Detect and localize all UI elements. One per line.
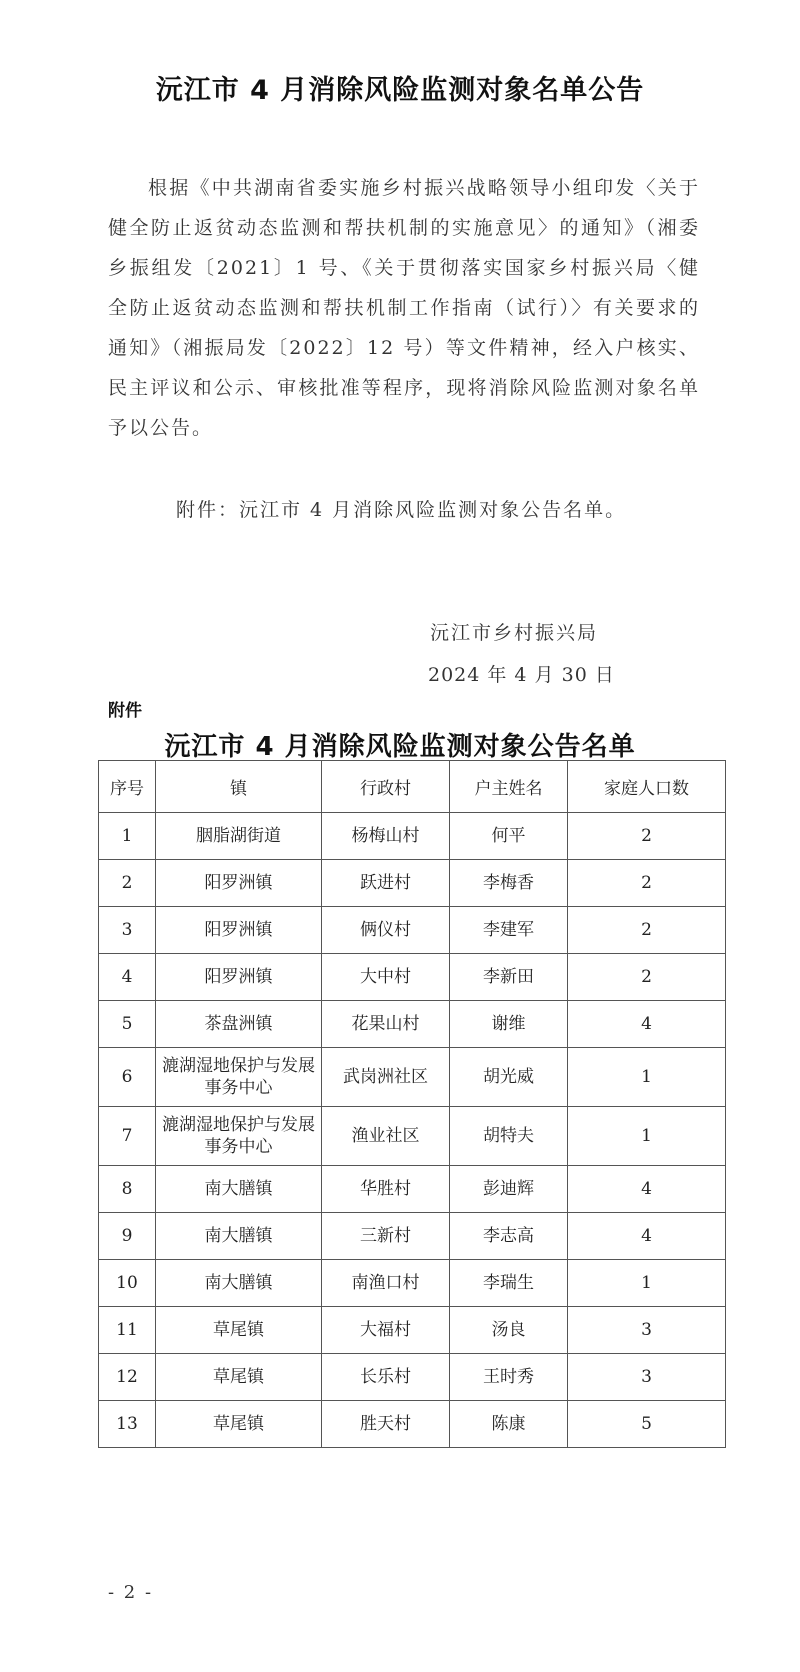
- cell-town: 草尾镇: [156, 1401, 322, 1448]
- cell-town: 南大膳镇: [156, 1166, 322, 1213]
- cell-village: 长乐村: [322, 1354, 450, 1401]
- cell-family-size: 1: [568, 1107, 726, 1166]
- table-row: [99, 1260, 726, 1307]
- monitoring-list-table: [98, 760, 726, 1448]
- page-title: 沅江市 4 月消除风险监测对象名单公告: [155, 75, 645, 106]
- cell-householder: 李瑞生: [450, 1260, 568, 1307]
- cell-family-size: 2: [568, 954, 726, 1001]
- cell-town: 草尾镇: [156, 1307, 322, 1354]
- cell-town: 南大膳镇: [156, 1213, 322, 1260]
- cell-village: 渔业社区: [322, 1107, 450, 1166]
- cell-town: 茶盘洲镇: [156, 1001, 322, 1048]
- cell-index: 1: [99, 813, 156, 860]
- cell-householder: 胡光威: [450, 1048, 568, 1107]
- table-row: [99, 907, 726, 954]
- issuer-name: 沅江市乡村振兴局: [430, 622, 599, 644]
- cell-family-size: 1: [568, 1048, 726, 1107]
- cell-village: 杨梅山村: [322, 813, 450, 860]
- cell-family-size: 4: [568, 1001, 726, 1048]
- table-row: [99, 1001, 726, 1048]
- cell-village: 俩仪村: [322, 907, 450, 954]
- issue-date: 2024 年 4 月 30 日: [428, 664, 615, 686]
- header-village: 行政村: [322, 761, 450, 813]
- table-row: [99, 1354, 726, 1401]
- cell-village: 武岗洲社区: [322, 1048, 450, 1107]
- header-index: 序号: [99, 761, 156, 813]
- table-row: [99, 1401, 726, 1448]
- cell-village: 跃进村: [322, 860, 450, 907]
- table-row: [99, 1048, 726, 1107]
- cell-index: 8: [99, 1166, 156, 1213]
- cell-family-size: 4: [568, 1166, 726, 1213]
- header-town: 镇: [156, 761, 322, 813]
- cell-town: 漉湖湿地保护与发展事务中心: [156, 1048, 322, 1107]
- cell-family-size: 4: [568, 1213, 726, 1260]
- cell-village: 花果山村: [322, 1001, 450, 1048]
- cell-index: 13: [99, 1401, 156, 1448]
- table-row: [99, 954, 726, 1001]
- cell-index: 3: [99, 907, 156, 954]
- cell-town: 南大膳镇: [156, 1260, 322, 1307]
- cell-householder: 胡特夫: [450, 1107, 568, 1166]
- cell-index: 7: [99, 1107, 156, 1166]
- cell-village: 大福村: [322, 1307, 450, 1354]
- cell-householder: 李建军: [450, 907, 568, 954]
- cell-village: 胜天村: [322, 1401, 450, 1448]
- cell-householder: 汤良: [450, 1307, 568, 1354]
- cell-town: 阳罗洲镇: [156, 954, 322, 1001]
- cell-town: 胭脂湖街道: [156, 813, 322, 860]
- cell-index: 6: [99, 1048, 156, 1107]
- cell-family-size: 1: [568, 1260, 726, 1307]
- table-row: [99, 860, 726, 907]
- cell-village: 华胜村: [322, 1166, 450, 1213]
- cell-town: 草尾镇: [156, 1354, 322, 1401]
- cell-householder: 何平: [450, 813, 568, 860]
- attachment-note: 附件：沅江市 4 月消除风险监测对象公告名单。: [176, 499, 627, 521]
- header-family-size: 家庭人口数: [568, 761, 726, 813]
- cell-index: 2: [99, 860, 156, 907]
- table-row: [99, 1107, 726, 1166]
- table-row: [99, 1213, 726, 1260]
- table-row: [99, 1307, 726, 1354]
- cell-family-size: 3: [568, 1307, 726, 1354]
- cell-town: 阳罗洲镇: [156, 907, 322, 954]
- cell-index: 5: [99, 1001, 156, 1048]
- cell-householder: 谢维: [450, 1001, 568, 1048]
- cell-town: 漉湖湿地保护与发展事务中心: [156, 1107, 322, 1166]
- table-header-row: [99, 761, 726, 813]
- cell-index: 10: [99, 1260, 156, 1307]
- cell-index: 4: [99, 954, 156, 1001]
- cell-householder: 李志高: [450, 1213, 568, 1260]
- cell-family-size: 3: [568, 1354, 726, 1401]
- cell-index: 12: [99, 1354, 156, 1401]
- list-title: 沅江市 4 月消除风险监测对象公告名单: [164, 732, 636, 762]
- cell-town: 阳罗洲镇: [156, 860, 322, 907]
- cell-village: 大中村: [322, 954, 450, 1001]
- cell-index: 11: [99, 1307, 156, 1354]
- table-row: [99, 813, 726, 860]
- announcement-body: 根据《中共湖南省委实施乡村振兴战略领导小组印发〈关于健全防止返贫动态监测和帮扶机制的实施意见〉的通知》（湘委乡振组发〔2021〕1 号、《关于贯彻落实国家乡村振兴局〈健全防止返贫动态监测和帮扶机制工作指南（试行）〉有关要求的通知》（湘振局发〔2022〕12 号）等文件精神，经入户核实、民主评议和公示、审核批准等程序，现将消除风险监测对象名单予以公告。: [108, 177, 700, 439]
- cell-village: 三新村: [322, 1213, 450, 1260]
- cell-family-size: 2: [568, 813, 726, 860]
- cell-index: 9: [99, 1213, 156, 1260]
- cell-householder: 李梅香: [450, 860, 568, 907]
- page-number: - 2 -: [108, 1582, 154, 1603]
- cell-village: 南渔口村: [322, 1260, 450, 1307]
- attachment-label: 附件: [108, 701, 142, 721]
- cell-householder: 陈康: [450, 1401, 568, 1448]
- cell-householder: 李新田: [450, 954, 568, 1001]
- header-householder: 户主姓名: [450, 761, 568, 813]
- cell-family-size: 2: [568, 907, 726, 954]
- cell-family-size: 5: [568, 1401, 726, 1448]
- cell-householder: 王时秀: [450, 1354, 568, 1401]
- table-row: [99, 1166, 726, 1213]
- cell-family-size: 2: [568, 860, 726, 907]
- cell-householder: 彭迪辉: [450, 1166, 568, 1213]
